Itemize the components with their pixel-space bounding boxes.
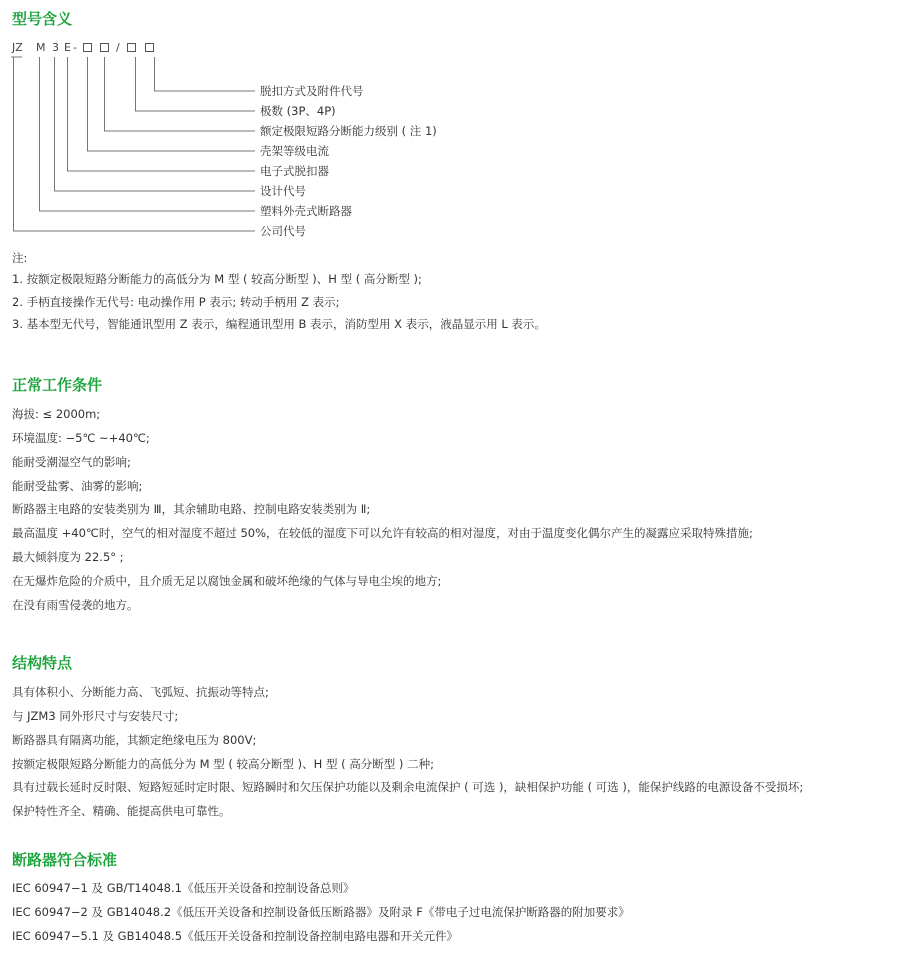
model-code-connector-lines	[0, 0, 270, 245]
code-label-frame-current: 壳架等级电流	[260, 144, 329, 158]
code-label-electronic-release: 电子式脱扣器	[260, 164, 329, 178]
code-label-release-accessory: 脱扣方式及附件代号	[260, 84, 364, 98]
standards-section-title: 断路器符合标准	[12, 851, 118, 869]
code-slash: /	[116, 41, 120, 54]
code-type: M	[36, 41, 46, 54]
features-section-title: 结构特点	[12, 654, 73, 672]
feature-line: 与 JZM3 同外形尺寸与安装尺寸;	[12, 709, 179, 723]
code-label-mccb: 塑料外壳式断路器	[260, 204, 352, 218]
code-label-company: 公司代号	[260, 224, 306, 238]
feature-line: 具有体积小、分断能力高、飞弧短、抗振动等特点;	[12, 685, 269, 699]
feature-line: 具有过载长延时反时限、短路短延时定时限、短路瞬时和欠压保护功能以及剩余电流保护 ( 可选 )，缺相保护功能 ( 可选 )，能保护线路的电源设备不受损坏;	[12, 780, 804, 794]
code-label-design-code: 设计代号	[260, 184, 306, 198]
code-label-breaking-capacity: 额定极限短路分断能力级别 ( 注 1)	[260, 124, 437, 138]
condition-line: 最高温度 +40℃时，空气的相对湿度不超过 50%，在较低的湿度下可以允许有较高的相对湿度，对由于温度变化偶尔产生的凝露应采取特殊措施;	[12, 526, 753, 540]
condition-line: 能耐受盐雾、油雾的影响;	[12, 479, 143, 493]
feature-line: 按额定极限短路分断能力的高低分为 M 型 ( 较高分断型 )、H 型 ( 高分断型 ) 二种;	[12, 757, 434, 771]
condition-line: 能耐受潮湿空气的影响;	[12, 455, 131, 469]
code-label-poles: 极数 (3P、4P)	[260, 104, 336, 118]
model-section-title: 型号含义	[12, 10, 73, 28]
condition-line: 在没有雨雪侵袭的地方。	[12, 598, 139, 612]
note-item: 3. 基本型无代号，智能通讯型用 Z 表示，编程通讯型用 B 表示，消防型用 X 表示，液晶显示用 L 表示。	[12, 317, 546, 331]
note-item: 2. 手柄直接操作无代号: 电动操作用 P 表示; 转动手柄用 Z 表示;	[12, 295, 340, 309]
standard-line: IEC 60947−1 及 GB/T14048.1《低压开关设备和控制设备总则》	[12, 881, 355, 895]
feature-line: 保护特性齐全、精确、能提高供电可靠性。	[12, 804, 231, 818]
code-electronic: E	[64, 41, 71, 54]
code-company: JZ	[12, 41, 23, 54]
code-dash: -	[73, 41, 77, 54]
code-design: 3	[52, 41, 59, 54]
condition-line: 断路器主电路的安装类别为 Ⅲ，其余辅助电路、控制电路安装类别为 Ⅱ;	[12, 502, 371, 516]
condition-line: 在无爆炸危险的介质中，且介质无足以腐蚀金属和破坏绝缘的气体与导电尘埃的地方;	[12, 574, 442, 588]
feature-line: 断路器具有隔离功能，其额定绝缘电压为 800V;	[12, 733, 257, 747]
notes-title: 注:	[12, 251, 28, 265]
condition-line: 最大倾斜度为 22.5° ;	[12, 550, 124, 564]
condition-line: 海拔: ≤ 2000m;	[12, 407, 101, 421]
conditions-section-title: 正常工作条件	[12, 376, 103, 394]
standard-line: IEC 60947−2 及 GB14048.2《低压开关设备和控制设备低压断路器》及附录 F《带电子过电流保护断路器的附加要求》	[12, 905, 630, 919]
standard-line: IEC 60947−5.1 及 GB14048.5《低压开关设备和控制设备控制电路电器和开关元件》	[12, 929, 459, 943]
note-item: 1. 按额定极限短路分断能力的高低分为 M 型 ( 较高分断型 )、H 型 ( 高分断型 );	[12, 272, 422, 286]
condition-line: 环境温度: −5℃ ~+40℃;	[12, 431, 150, 445]
